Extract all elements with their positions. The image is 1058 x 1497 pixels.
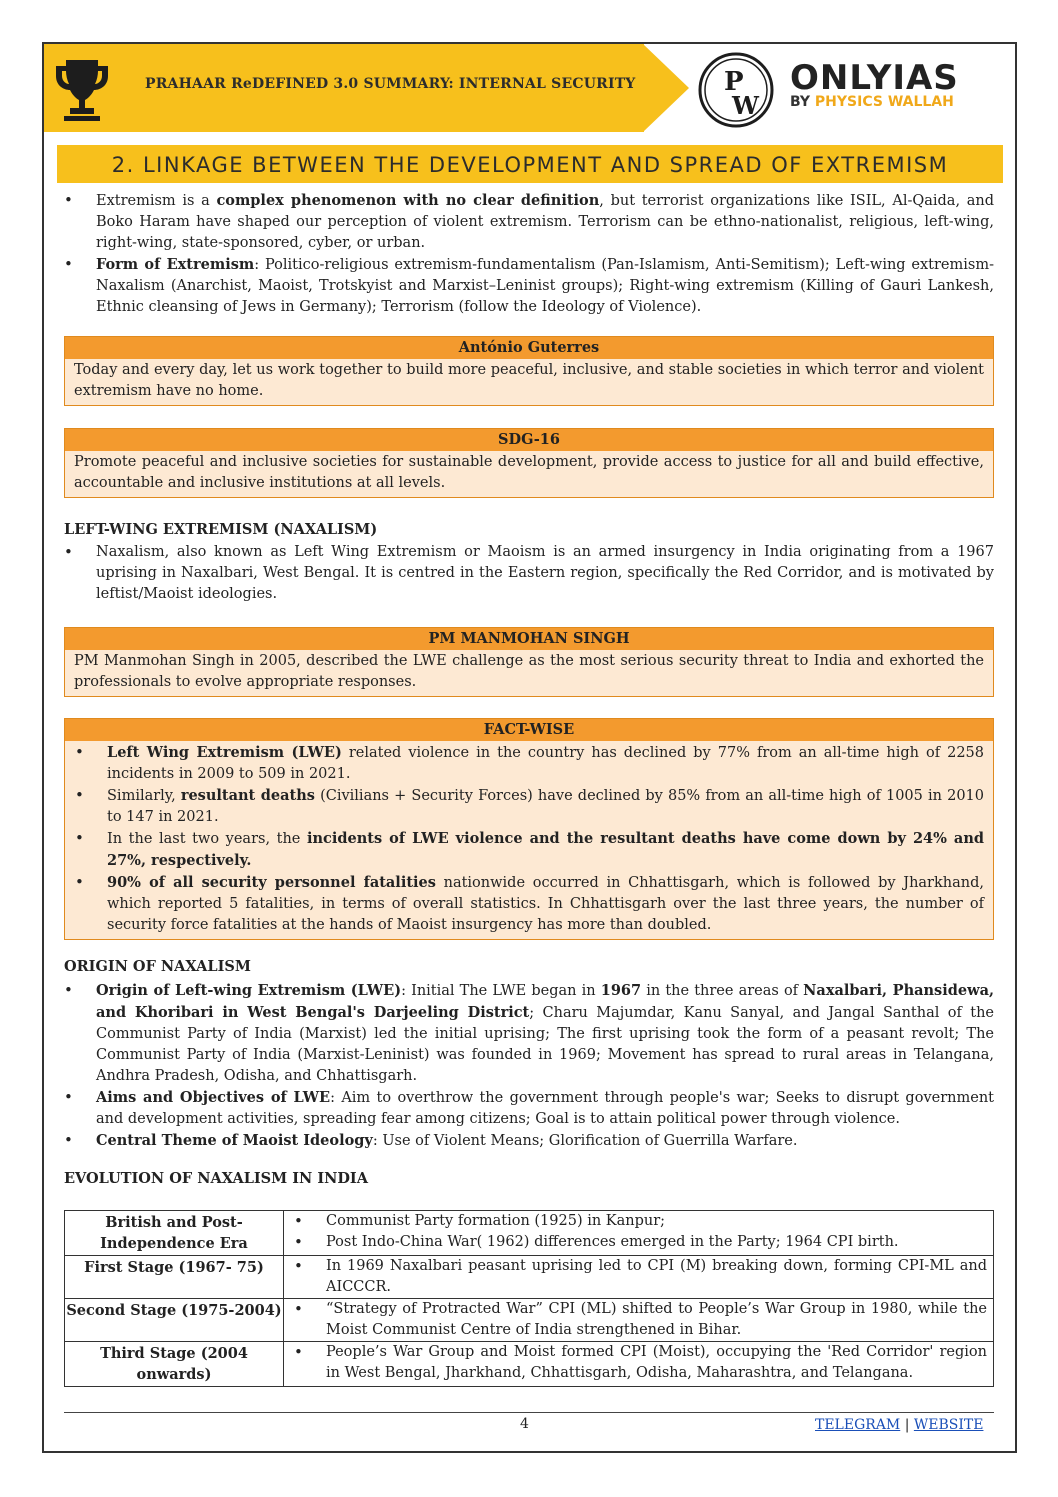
quote-box-text: PM Manmohan Singh in 2005, described the LWE challenge as the most serious security threat to India and exhorted the professionals to evolve appropriate responses. xyxy=(74,653,984,690)
svg-text:W: W xyxy=(732,91,759,120)
list-item: • In 1969 Naxalbari peasant uprising led to CPI (M) breaking down, forming CPI-ML and AICCCR. xyxy=(294,1256,987,1298)
list-item: • 90% of all security personnel fatalities nationwide occurred in Chhattisgarh, which is followed by Jharkhand, which reported 5 fatalities, in terms of overall statistics. In Chhattisgarh over the last three years, the number of security force fatalities at the hands of Maoist insurgency has more than doubled. xyxy=(75,872,984,936)
evolution-heading: EVOLUTION OF NAXALISM IN INDIA xyxy=(64,1170,368,1187)
table-row xyxy=(65,1256,994,1299)
list-item: • People’s War Group and Moist formed CPI (Moist), occupying the 'Red Corridor' region in West Bengal, Jharkhand, Chhattisgarh, Odisha, Maharashtra, and Telangana. xyxy=(294,1342,987,1384)
stage-cell: First Stage (1967- 75) xyxy=(65,1256,284,1299)
brand-sub: PHYSICS WALLAH xyxy=(814,94,954,110)
stage-cell: Second Stage (1975-2004) xyxy=(65,1299,284,1342)
evolution-table xyxy=(64,1210,994,1387)
stage-cell: Third Stage (2004 onwards) xyxy=(65,1342,284,1387)
list-item: • In the last two years, the incidents of LWE violence and the resultant deaths have come down by 24% and 27%, respectively. xyxy=(75,828,984,872)
trophy-icon xyxy=(54,56,110,122)
origin-heading: ORIGIN OF NAXALISM xyxy=(64,958,251,975)
description-cell xyxy=(284,1299,994,1342)
quote-box-text: Promote peaceful and inclusive societies for sustainable development, provide access to justice for all and build effective, accountable and inclusive institutions at all levels. xyxy=(74,454,984,491)
quote-box-manmohan xyxy=(64,627,994,697)
table-row xyxy=(65,1299,994,1342)
brand-logo xyxy=(790,60,959,110)
list-item: • “Strategy of Protracted War” CPI (ML) shifted to People’s War Group in 1980, while the Moist Communist Centre of India strengthened in Bihar. xyxy=(294,1299,987,1341)
brand-name: ONLYIAS xyxy=(790,58,959,98)
quote-box-sdg16 xyxy=(64,428,994,498)
quote-box-text: Today and every day, let us work together to build more peaceful, inclusive, and stable societies in which terror and violent extremism have no home. xyxy=(74,362,984,399)
header-title: PRAHAAR ReDEFINED 3.0 SUMMARY: INTERNAL SECURITY xyxy=(145,76,636,92)
header-banner-arrow xyxy=(643,44,689,132)
list-item: • Naxalism, also known as Left Wing Extremism or Maoism is an armed insurgency in India originating from a 1967 uprising in Naxalbari, West Bengal. It is centred in the Eastern region, specifically the Red Corridor, and is motivated by leftist/Maoist ideologies. xyxy=(64,542,994,605)
quote-box-title: António Guterres xyxy=(65,337,993,359)
telegram-link[interactable]: TELEGRAM xyxy=(815,1417,901,1433)
quote-box-title: SDG-16 xyxy=(65,429,993,451)
footer-links xyxy=(815,1417,983,1433)
origin-section xyxy=(64,980,994,1152)
table-row xyxy=(65,1211,994,1256)
fact-wise-box xyxy=(64,718,994,940)
quote-box-guterres xyxy=(64,336,994,406)
pw-logo-icon xyxy=(698,52,774,128)
lwe-heading: LEFT-WING EXTREMISM (NAXALISM) xyxy=(64,521,378,538)
table-row xyxy=(65,1342,994,1387)
list-item: • Central Theme of Maoist Ideology: Use of Violent Means; Glorification of Guerrilla Warfare. xyxy=(64,1130,994,1152)
list-item: • Left Wing Extremism (LWE) related violence in the country has declined by 77% from an all-time high of 2258 incidents in 2009 to 509 in 2021. xyxy=(75,742,984,785)
page-number: 4 xyxy=(520,1416,529,1432)
footer-divider xyxy=(64,1412,994,1413)
brand-byline: BY PHYSICS WALLAH xyxy=(790,94,954,110)
intro-section xyxy=(64,190,994,318)
description-cell xyxy=(284,1342,994,1387)
list-item: • Origin of Left-wing Extremism (LWE): Initial The LWE began in 1967 in the three areas of Naxalbari, Phansidewa, and Khoribari in West Bengal's Darjeeling District; Charu Majumdar, Kanu Sanyal, and Jangal Santhal of the Communist Party of India (Marxist) led the initial uprising; The first uprising took the form of a peasant revolt; The Communist Party of India (Marxist-Leninist) was founded in 1969; Movement has spread to rural areas in Telangana, Andhra Pradesh, Odisha, and Chhattisgarh. xyxy=(64,980,994,1087)
list-item: • Communist Party formation (1925) in Kanpur; xyxy=(294,1211,987,1232)
stage-cell: British and Post-Independence Era xyxy=(65,1211,284,1256)
quote-box-title: PM MANMOHAN SINGH xyxy=(65,628,993,650)
list-item: • Similarly, resultant deaths (Civilians + Security Forces) have declined by 85% from an all-time high of 1005 in 2010 to 147 in 2021. xyxy=(75,785,984,828)
list-item: • Extremism is a complex phenomenon with no clear definition, but terrorist organizations like ISIL, Al-Qaida, and Boko Haram have shaped our perception of violent extremism. Terrorism can be ethno-nationalist, religious, left-wing, right-wing, state-sponsored, cyber, or urban. xyxy=(64,190,994,254)
description-cell xyxy=(284,1256,994,1299)
website-link[interactable]: WEBSITE xyxy=(913,1417,984,1433)
link-separator: | xyxy=(904,1417,910,1433)
list-item: • Form of Extremism: Politico-religious extremism-fundamentalism (Pan-Islamism, Anti-Semitism); Left-wing extremism- Naxalism (Anarchist, Maoist, Trotskyist and Marxist–Leninist groups); Right-wing extremism (Killing of Gauri Lankesh, Ethnic cleansing of Jews in Germany); Terrorism (follow the Ideology of Violence). xyxy=(64,254,994,318)
lwe-section xyxy=(64,542,994,605)
fact-wise-title: FACT-WISE xyxy=(65,719,993,741)
section-title: 2. LINKAGE BETWEEN THE DEVELOPMENT AND SPREAD OF EXTREMISM xyxy=(57,145,1003,183)
list-item: • Aims and Objectives of LWE: Aim to overthrow the government through people's war; Seeks to disrupt government and development activities, spreading fear among citizens; Goal is to attain political power through violence. xyxy=(64,1087,994,1130)
description-cell xyxy=(284,1211,994,1256)
svg-text:P: P xyxy=(724,67,744,97)
list-item: • Post Indo-China War( 1962) differences emerged in the Party; 1964 CPI birth. xyxy=(294,1232,987,1253)
